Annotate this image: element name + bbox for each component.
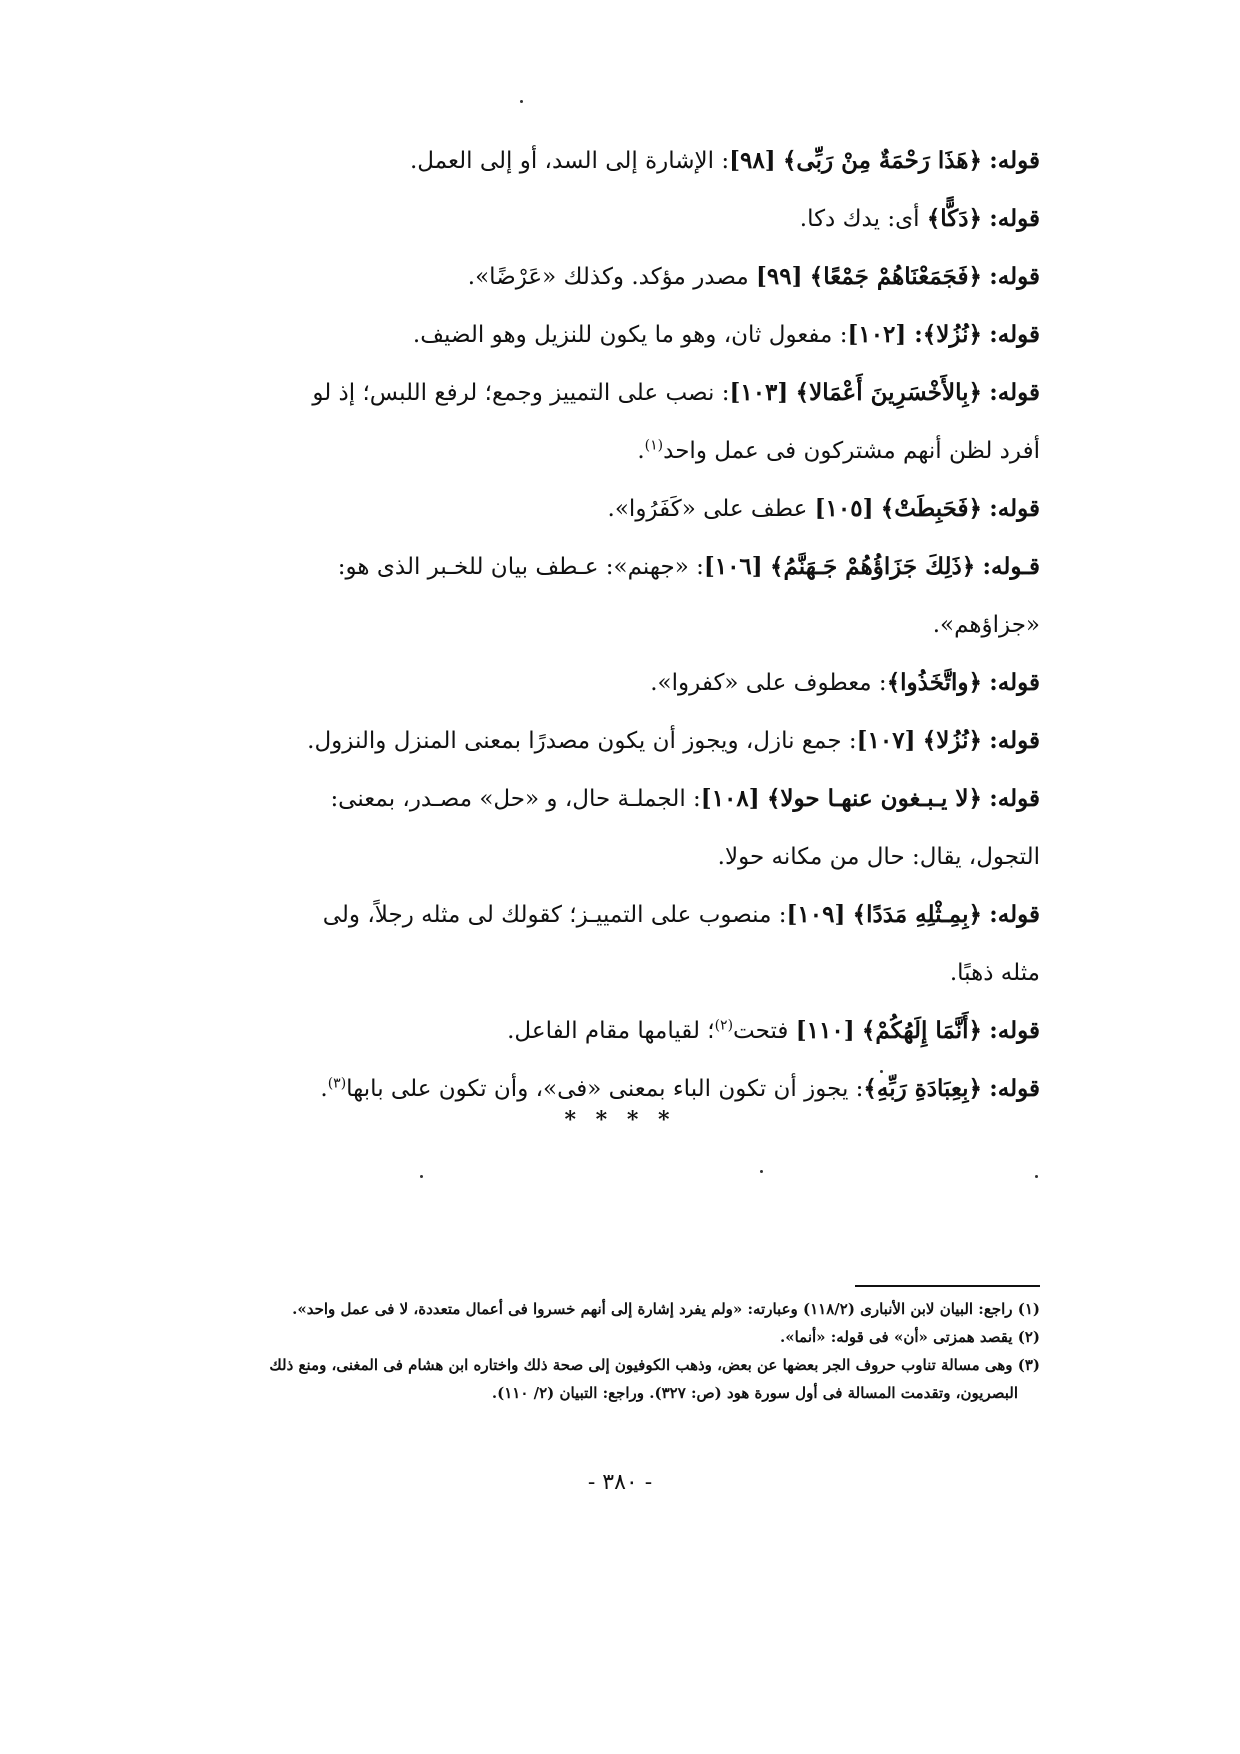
footnote-1: (١) راجع: البيان لابن الأنبارى (١١٨/٢) وعبارته: «ولم يفرد إشارة إلى أنهم خسروا فى أعمال متعددة، لا فى عمل واحد». [292,1300,1040,1318]
verse-ref: [١٠٩] [786,901,846,928]
footnotes [215,1295,1040,1407]
footnote-marker: (١) [644,437,664,454]
footnote-marker: (٣) [327,1075,347,1092]
quran-verse: ﴿نُزُلا﴾ [922,727,982,754]
verse-ref: [١٠٧] [856,727,916,754]
footnote-2: (٢) يقصد همزتى «أن» فى قوله: «أنما». [779,1328,1040,1346]
text-line-16: قوله: ﴿أَنَّمَا إِلَهُكُمْ﴾ [١١٠] فتحت$^{(٢)}$؛ لقيامها مقام الفاعل. [507,1017,1040,1044]
verse-ref: [١٠٥] [814,495,874,522]
quran-verse: ﴿بِمِـثْلِهِ مَدَدًا﴾ [852,901,982,928]
scan-speck [420,1175,423,1178]
verse-ref: [٩٨] [729,147,776,174]
text-line-12: قوله: ﴿لا يـبـغون عنهـا حولا﴾ [١٠٨]: الجملـة حال، و «حل» مصـدر، بمعنى: [330,785,1040,812]
footnote-rule [855,1285,1040,1287]
verse-ref: [١٠٦] [703,553,763,580]
text-line-2: قوله: ﴿دَكًّا﴾ أى: يدك دكا. [799,205,1040,232]
quran-verse: ﴿فَحَبِطَتْ﴾ [880,495,982,522]
text-line-15: مثله ذهبًا. [949,960,1040,986]
quran-verse: ﴿دَكًّا﴾ [926,205,982,232]
page-number: - ٣٨٠ - [587,1470,653,1495]
quran-verse: ﴿ذَلِكَ جَزَاؤُهُمْ جَـهَنَّمُ﴾ [769,553,976,580]
verse-ref: : [١٠٢] [847,321,923,348]
quran-verse: ﴿نُزُلا﴾ [922,321,982,348]
footnote-3: (٣) وهى مسالة تناوب حروف الجر بعضها عن بعض، وذهب الكوفيون إلى صحة ذلك واختاره ابن هشام فى المغنى، ومنع ذلك [269,1356,1040,1374]
main-text [215,146,1040,1132]
text-line-14: قوله: ﴿بِمِـثْلِهِ مَدَدًا﴾ [١٠٩]: منصوب على التمييـز؛ كقولك لى مثله رجلاً، ولى [322,901,1040,928]
quran-verse: ﴿هَذَا رَحْمَةٌ مِنْ رَبِّى﴾ [782,147,982,174]
text-line-11: قوله: ﴿نُزُلا﴾ [١٠٧]: جمع نازل، ويجوز أن يكون مصدرًا بمعنى المنزل والنزول. [307,727,1040,754]
text-line-7: قوله: ﴿فَحَبِطَتْ﴾ [١٠٥] عطف على «كَفَرُوا». [607,495,1040,522]
footnote-marker: (٢) [714,1017,734,1034]
quran-verse: ﴿فَجَمَعْنَاهُمْ جَمْعًا﴾ [809,263,982,290]
scan-speck [1035,1175,1038,1178]
quran-verse: ﴿بِالأَخْسَرِينَ أَعْمَالا﴾ [795,379,982,406]
text-line-6: أفرد لظن أنهم مشتركون فى عمل واحد$^{(١)}$. [637,437,1040,464]
quran-verse: ﴿لا يـبـغون عنهـا حولا﴾ [766,785,982,812]
quran-verse: ﴿أَنَّمَا إِلَهُكُمْ﴾ [861,1017,982,1044]
verse-ref: [١٠٣] [729,379,789,406]
text-line-8: قـوله: ﴿ذَلِكَ جَزَاؤُهُمْ جَـهَنَّمُ﴾ [١٠٦]: «جهنم»: عـطف بيان للخـبر الذى هو: [337,553,1040,580]
footnote-3-continued: البصريون، وتقدمت المسالة فى أول سورة هود (ص: ٣٢٧). وراجع: التبيان (٢/ ١١٠). [491,1384,1018,1402]
text-line-13: التجول، يقال: حال من مكانه حولا. [717,844,1040,870]
verse-ref: [٩٩] [755,263,803,290]
text-line-10: قوله: ﴿واتَّخَذُوا﴾: معطوف على «كفروا». [650,669,1040,696]
text-line-4: قوله: ﴿نُزُلا﴾: [١٠٢]: مفعول ثان، وهو ما يكون للنزيل وهو الضيف. [412,321,1040,348]
text-line-9: «جزاؤهم». [932,612,1040,638]
text-line-17: قوله: ﴿بِعِبَادَةِ رَبِّهِ﴾: يجوز أن تكون الباء بمعنى «فى»، وأن تكون على بابها$^{(٣)}$. [320,1075,1040,1102]
section-separator: * * * * [564,1107,676,1133]
scan-speck [520,100,523,103]
quran-verse: ﴿بِعِبَادَةِ رَبِّهِ﴾ [863,1075,982,1102]
text-line-1: قوله: ﴿هَذَا رَحْمَةٌ مِنْ رَبِّى﴾ [٩٨]: الإشارة إلى السد، أو إلى العمل. [410,147,1040,174]
quran-verse: ﴿واتَّخَذُوا﴾ [886,669,982,696]
text-line-3: قوله: ﴿فَجَمَعْنَاهُمْ جَمْعًا﴾ [٩٩] مصدر مؤكد. وكذلك «عَرْضًا». [467,263,1040,290]
text-line-5: قوله: ﴿بِالأَخْسَرِينَ أَعْمَالا﴾ [١٠٣]: نصب على التمييز وجمع؛ لرفع اللبس؛ إذ لو [312,379,1040,406]
scan-speck [760,1170,763,1173]
verse-ref: [١١٠] [795,1017,855,1044]
scan-speck [880,1070,883,1073]
verse-ref: [١٠٨] [700,785,760,812]
